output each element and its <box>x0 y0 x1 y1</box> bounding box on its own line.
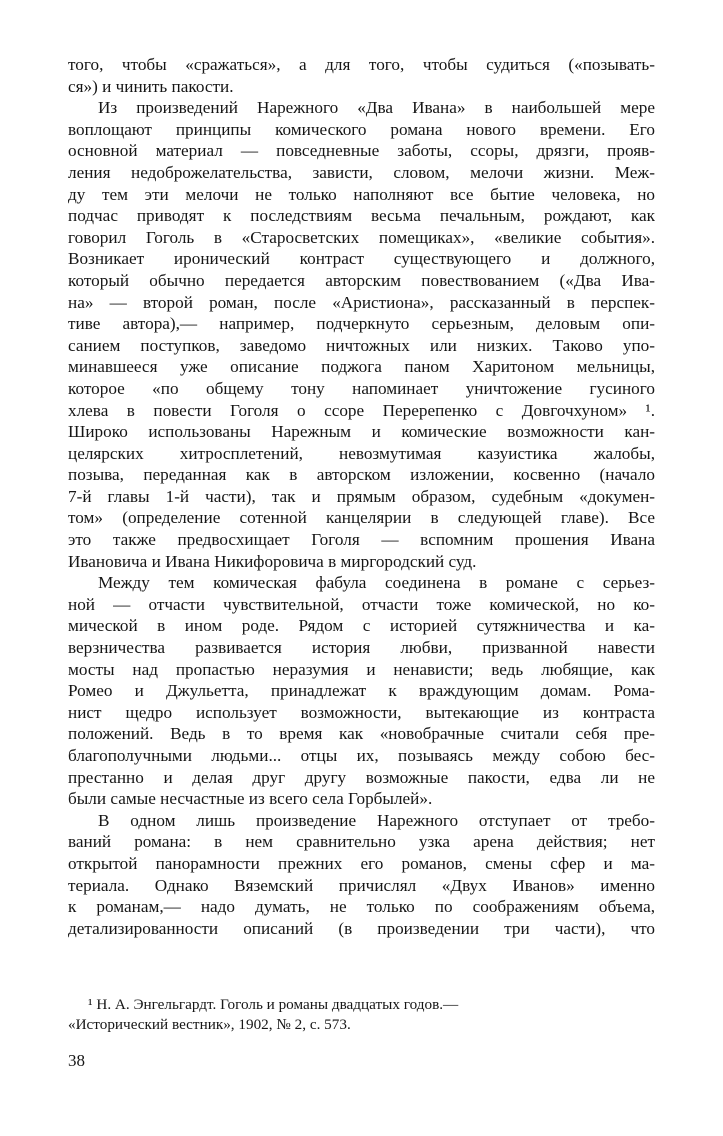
text-line: нист щедро использует возможности, вытекающие из контраста <box>68 702 655 722</box>
text-line: мосты над пропастью неразумия и ненависти; ведь любящие, как <box>68 659 655 679</box>
text-line: санием поступков, заведомо ничтожных или низких. Таково упо- <box>68 335 655 355</box>
text-line: говорил Гоголь в «Старосветских помещиках», «великие события». <box>68 227 655 247</box>
text-line: В одном лишь произведение Нарежного отступает от требо- <box>98 810 655 830</box>
text-line: ду тем эти мелочи не только наполняют все бытие человека, но <box>68 184 655 204</box>
footnote-line: «Исторический вестник», 1902, № 2, с. 573. <box>68 1016 351 1034</box>
text-line: том» (определение сотенной канцелярии в следующей главе). Все <box>68 508 655 528</box>
text-line: были самые несчастные из всего села Горбылей». <box>68 789 433 809</box>
text-line: 7-й главы 1-й части), так и прямым образом, судебным «докумен- <box>68 486 655 506</box>
text-line: ной — отчасти чувствительной, отчасти тоже комической, но ко- <box>68 594 655 614</box>
text-line: на» — второй роман, после «Аристиона», рассказанный в перспек- <box>68 292 655 312</box>
text-line: того, чтобы «сражаться», а для того, чтобы судиться («позывать- <box>68 55 655 74</box>
page-number: 38 <box>68 1051 85 1070</box>
text-line: подчас приводят к последствиям весьма печальным, рождают, как <box>68 206 655 226</box>
body-text <box>68 54 655 939</box>
text-line: к романам,— надо думать, не только по соображениям объема, <box>68 897 655 917</box>
text-line: Возникает иронический контраст существующего и должного, <box>68 249 655 269</box>
text-line: тиве автора),— например, подчеркнуто серьезным, деловым опи- <box>68 314 655 334</box>
text-line: положений. Ведь в то время как «новобрачные считали себя пре- <box>68 724 655 744</box>
text-line: благополучными людьми... отцы их, позываясь между собою бес- <box>68 746 655 765</box>
text-line: Между тем комическая фабула соединена в романе с серьез- <box>98 573 655 593</box>
text-line: который обычно передается авторским повествованием («Два Ива- <box>68 270 655 290</box>
text-line: целярских хитросплетений, невозмутимая казуистика жалобы, <box>68 443 655 463</box>
text-line: открытой панорамности прежних его романов, смены сфер и ма- <box>68 853 655 873</box>
text-line: минавшееся уже описание поджога паном Харитоном мельницы, <box>68 357 655 377</box>
text-line: верзничества развивается история любви, призванной навести <box>68 638 655 658</box>
text-line: хлева в повести Гоголя о ссоре Перерепенко с Довгочхуном» ¹. <box>68 400 655 420</box>
text-line: Из произведений Нарежного «Два Ивана» в наибольшей мере <box>98 98 655 118</box>
text-line: Ивановича и Ивана Никифоровича в миргородский суд. <box>68 551 477 571</box>
text-line: ления недоброжелательства, зависти, словом, мелочи жизни. Меж- <box>68 162 655 182</box>
text-line: это также предвосхищает Гоголя — вспомним прошения Ивана <box>68 530 655 550</box>
text-line: Ромео и Джульетта, принадлежат к враждующим домам. Рома- <box>68 681 655 701</box>
text-line: мической в ином роде. Рядом с историей сутяжничества и ка- <box>68 616 655 636</box>
text-line: которое «по общему тону напоминает уничтожение гусиного <box>68 378 655 398</box>
text-line: ваний романа: в нем сравнительно узка арена действия; нет <box>68 832 655 852</box>
text-line: основной материал — повседневные заботы, ссоры, дрязги, прояв- <box>68 141 655 161</box>
text-line: престанно и делая друг другу возможные пакости, едва ли не <box>68 767 655 787</box>
text-line: Широко использованы Нарежным и комические возможности кан- <box>68 422 655 442</box>
footnote-line: ¹ Н. А. Энгельгардт. Гоголь и романы двадцатых годов.— <box>88 996 459 1013</box>
text-line: ся») и чинить пакости. <box>68 76 234 96</box>
footnote <box>68 995 655 1036</box>
text-line: детализированности описаний (в произведении три части), что <box>68 918 655 938</box>
text-line: териала. Однако Вяземский причислял «Двух Иванов» именно <box>68 875 655 895</box>
text-line: позыва, переданная как в авторском изложении, косвенно (начало <box>68 465 655 485</box>
text-line: воплощают принципы комического романа нового времени. Его <box>68 119 655 139</box>
